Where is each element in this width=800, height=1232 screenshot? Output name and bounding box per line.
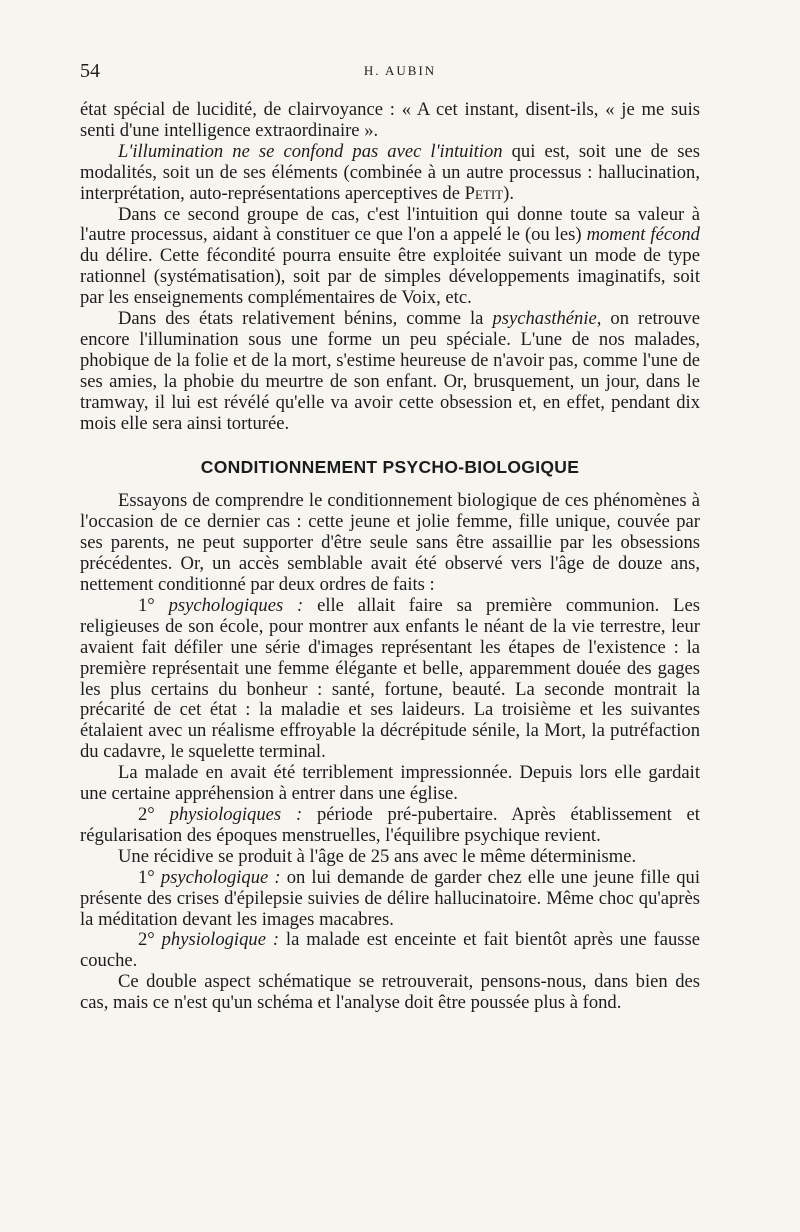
paragraph-text-end: on retrouve encore l'illumination sous une forme un peu spéciale. L'une de nos malades, phobique de la folie et de la mort, s'estime heureuse de n'avoir pas, comme l'une de ses amies, la phobie du meurtre de son enfant. Or, brusquement, un jour, dans le tramway, il lui est révélé qu'elle va avoir cette obsession et, en effet, pendant dix mois elle sera ainsi torturée. <box>80 308 700 434</box>
page-number: 54 <box>80 60 100 82</box>
item-number: 2° <box>138 929 155 951</box>
item-number: 2° <box>138 804 155 825</box>
paragraph-text-end: ). <box>503 182 514 204</box>
paragraph-conclusion: Ce double aspect schématique se retrouverait, pensons-nous, dans bien des cas, mais ce n'est qu'un schéma et l'analyse doit être poussée plus à fond. <box>80 971 700 1014</box>
paragraph-continuation: état spécial de lucidité, de clairvoyance : « A cet instant, disent-ils, « je me suis senti d'une intelligence extraordinaire ». <box>80 99 700 141</box>
paragraph-text: Dans ce second groupe de cas, c'est l'intuition qui donne toute sa valeur à l'autre processus, aidant à constituer ce que l'on a appelé le (ou les) <box>80 203 700 246</box>
paragraph-second-group <box>80 205 700 310</box>
paragraph-text: qui est, soit une de ses modalités, soit un de ses éléments (combinée à un autre processus : hallucination, interprétation, auto-représentations aperceptives de <box>80 140 700 204</box>
list-item-physiological-2 <box>80 930 700 972</box>
paragraph-illumination <box>80 142 700 205</box>
list-item-psychological-2 <box>80 868 700 931</box>
paragraph-text: Dans des états relativement bénins, comme la <box>118 308 493 330</box>
section-heading: CONDITIONNEMENT PSYCHO-BIOLOGIQUE <box>200 456 580 477</box>
item-text: la malade est enceinte et fait bientôt après une fausse couche. <box>80 929 700 972</box>
emphasis: L'illumination ne se confond pas avec l'intuition <box>118 140 503 162</box>
emphasis: moment fécond <box>586 224 700 246</box>
paragraph-conditioning: Essayons de comprendre le conditionnement biologique de ces phénomènes à l'occasion de ce dernier cas : cette jeune et jolie femme, fille unique, couvée par ses parents, ne peut supporter d'être seule sans être assaillie par les obsessions précédentes. Or, un accès semblable avait été observé vers l'âge de douze ans, nettement conditionné par deux ordres de faits : <box>80 490 700 596</box>
emphasis: psychasthénie, <box>492 308 602 330</box>
running-title: H. AUBIN <box>363 63 437 78</box>
item-label: psychologiques : <box>168 594 304 616</box>
item-number: 1° <box>138 594 155 616</box>
paragraph-impression: La malade en avait été terriblement impressionnée. Depuis lors elle gardait une certaine appréhension à entrer dans une église. <box>80 762 700 805</box>
item-number: 1° <box>138 866 155 888</box>
author-name: Petit <box>464 182 504 204</box>
page-header <box>80 60 720 84</box>
paragraph-psychasthenia <box>80 309 700 434</box>
list-item-physiological-1 <box>80 805 700 847</box>
body-text <box>80 100 700 1014</box>
item-label: psychologique : <box>160 866 281 888</box>
item-text: on lui demande de garder chez elle une jeune fille qui présente des crises d'épilepsie suivies de délire hallucinatoire. Même choc qu'après la méditation devant les images macabres. <box>80 866 700 930</box>
item-text: elle allait faire sa première communion. Les religieuses de son école, pour montrer aux enfants le néant de la vie terrestre, leur avaient fait défiler une série d'images représentant les étapes de l'existence : la première représentait une femme élégante et belle, apparemment douée des gages les plus certains du bonheur : santé, fortune, beauté. La seconde montrait la précarité de cet état : la maladie et ses laideurs. La troisième et les suivantes étalaient avec un réalisme effroyable la décrépitude sénile, la Mort, la putréfaction du cadavre, le squelette terminal. <box>80 594 701 763</box>
paragraph-recurrence: Une récidive se produit à l'âge de 25 ans avec le même déterminisme. <box>118 845 637 867</box>
list-item-psychological-1 <box>80 596 700 763</box>
item-label: physiologiques : <box>169 804 303 825</box>
item-label: physiologique : <box>161 929 280 951</box>
paragraph-text-end: du délire. Cette fécondité pourra ensuite être exploitée suivant un mode de type rationnel (systématisation), soit par de simples développements imaginatifs, soit par les enseignements complémentaires de Voix, etc. <box>80 245 700 309</box>
item-text: période pré-pubertaire. Après établissement et régularisation des époques menstruelles, l'équilibre psychique revient. <box>80 804 700 846</box>
